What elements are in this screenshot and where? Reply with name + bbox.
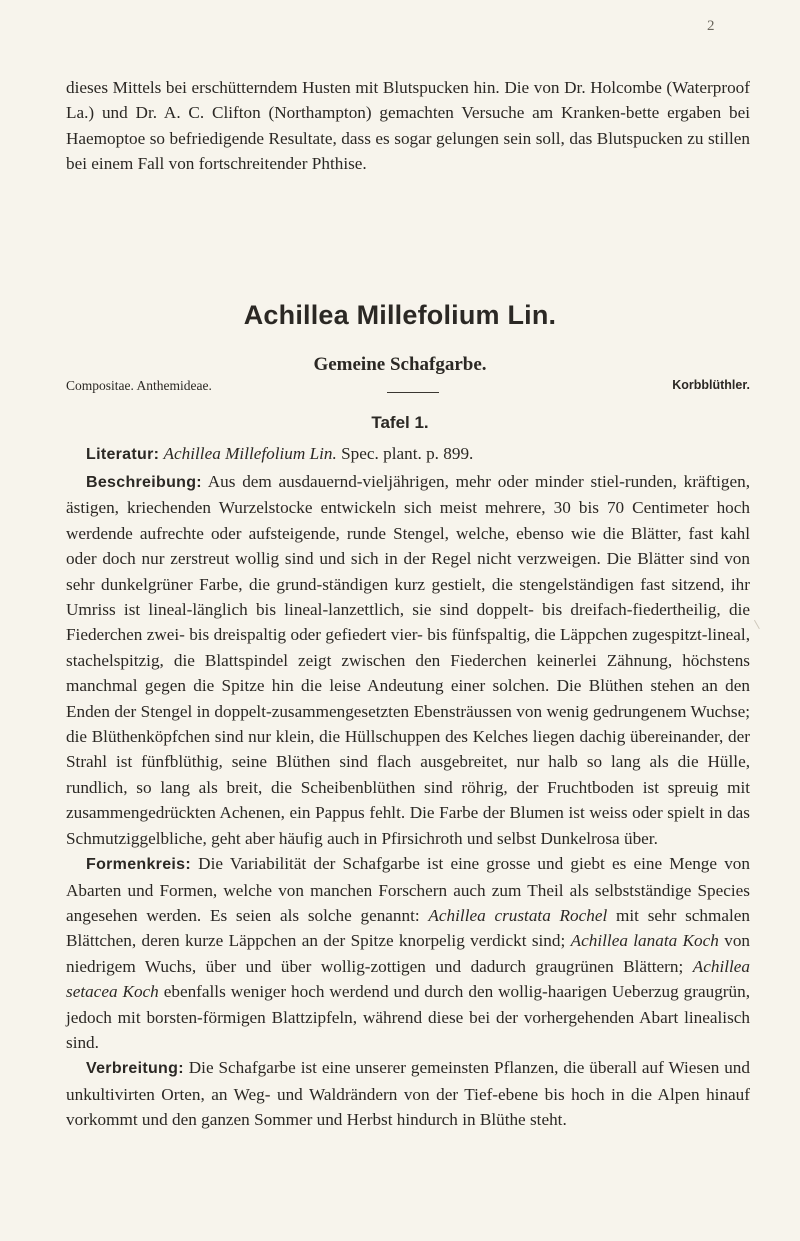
literature-species: Achillea Millefolium Lin. [163, 444, 337, 463]
description-label: Beschreibung: [86, 474, 202, 491]
variants-text-3: von niedrigem Wuchs, über und über wollig-zottigen und dadurch graugrünen Blättern; [66, 931, 751, 976]
body-sections [66, 469, 750, 1133]
page-number: 2 [707, 18, 715, 34]
common-name: Gemeine Schafgarbe. [313, 354, 487, 375]
plant-order: Korbblüthler. [672, 378, 750, 392]
distribution-section [66, 1055, 750, 1132]
plate-number: Tafel 1. [371, 413, 429, 432]
distribution-text: Die Schafgarbe ist eine unserer gemeinsten Pflanzen, die überall auf Wiesen und unkultivirten Orten, an Weg- und Waldrändern von der Tief-ebene bis hoch in die Alpen hinauf vorkommt und den ganzen Sommer und Herbst hindurch in Blüthe steht. [66, 1058, 750, 1130]
variants-text-1: Die Variabilität der Schafgarbe ist eine grosse und giebt es eine Menge von Abarten und Formen, welche von manchen Forschern auch zum Theil als selbstständige Species angesehen werden. Es seien als solche genannt: [66, 854, 750, 925]
variants-label: Formenkreis: [86, 856, 191, 874]
plant-family: Compositae. Anthemideae. [66, 378, 212, 393]
paper-mark [754, 617, 765, 629]
variants-section [66, 851, 750, 1055]
distribution-label: Verbreitung: [86, 1060, 184, 1078]
variant-setacea: Achillea setacea Koch [66, 956, 750, 1002]
literature-section [66, 441, 750, 467]
variant-crustata: Achillea crustata Rochel [428, 905, 608, 925]
variants-text-4: ebenfalls weniger hoch werdend und durch den wollig-haarigen Ueberzug graugrün, jedoch mit borsten-förmigen Blattzipfeln, während diese bei der vorhergehenden Abart linealisch sind. [66, 982, 750, 1052]
variants-text-2: mit sehr schmalen Blättchen, deren kurze Läppchen an der Spitze knorpelig verdickt sind; [66, 905, 750, 951]
intro-paragraph: dieses Mittels bei erschütterndem Husten mit Blutspucken hin. Die von Dr. Holcombe (Waterproof La.) und Dr. A. C. Clifton (Northampton) gemachten Versuche am Kranken-bette ergaben bei Haemoptoe so befriedigende Resultate, dass es sogar gelungen sein soll, das Blutspucken zu stillen bei einem Fall von fortschreitender Phthise. [66, 78, 750, 174]
description-section [66, 469, 750, 851]
header-divider [387, 392, 439, 393]
variant-lanata: Achillea lanata Koch [570, 931, 719, 951]
species-title: Achillea Millefolium Lin. [243, 300, 557, 330]
description-text: Aus dem ausdauernd-vieljährigen, mehr oder minder stiel-runden, kräftigen, ästigen, kriechenden Wurzelstocke entwickeln sich meist mehrere, 30 bis 70 Centimeter hoch werdende aufrechte oder aufsteigende, runde Stengel, welche, ebenso wie die Blätter, fast kahl oder doch nur zerstreut wollig sind und sich in der Regel nicht verzweigen. Die Blätter sind von sehr dunkelgrüner Farbe, die grund-ständigen kurz gestielt, die stengelständigen fast sitzend, ihr Umriss ist lineal-länglich bis lineal-lanzettlich, sie sind doppelt- bis dreifach-fiedertheilig, die Fiederchen zwei- bis dreispaltig oder gefiedert vier- bis fünfspaltig, die Läppchen zugespitzt-lineal, stachelspitzig, die Blattspindel zeigt zwischen den Fiederchen keinerlei Zähnung, höchstens manchmal gegen die Spitze hin die leise Andeutung einer solchen. Die Blüthen stehen an den Enden der Stengel in doppelt-zusammengesetzten Ebensträussen von wenig gedrungenem Wuchse; die Blüthenköpfchen sind nur klein, die Hüllschuppen des Kelches liegen dachig übereinander, der Strahl ist fünfblüthig, seine Blüthen sind flach ausgebreitet, nur halb so lang als die Hülle, rundlich, so lang als breit, die Scheibenblüthen sind röhrig, der Fruchtboden ist spreuig mit zusammengedrückten Achenen, ein Pappus fehlt. Die Farbe der Blumen ist weiss oder spielt in das Schmutziggelbliche, geht aber häufig auch in Pfirsichroth und selbst Dunkelrosa über. [66, 472, 750, 848]
literature-label: Literatur: [86, 446, 160, 463]
literature-reference: Spec. plant. p. 899. [336, 444, 474, 463]
